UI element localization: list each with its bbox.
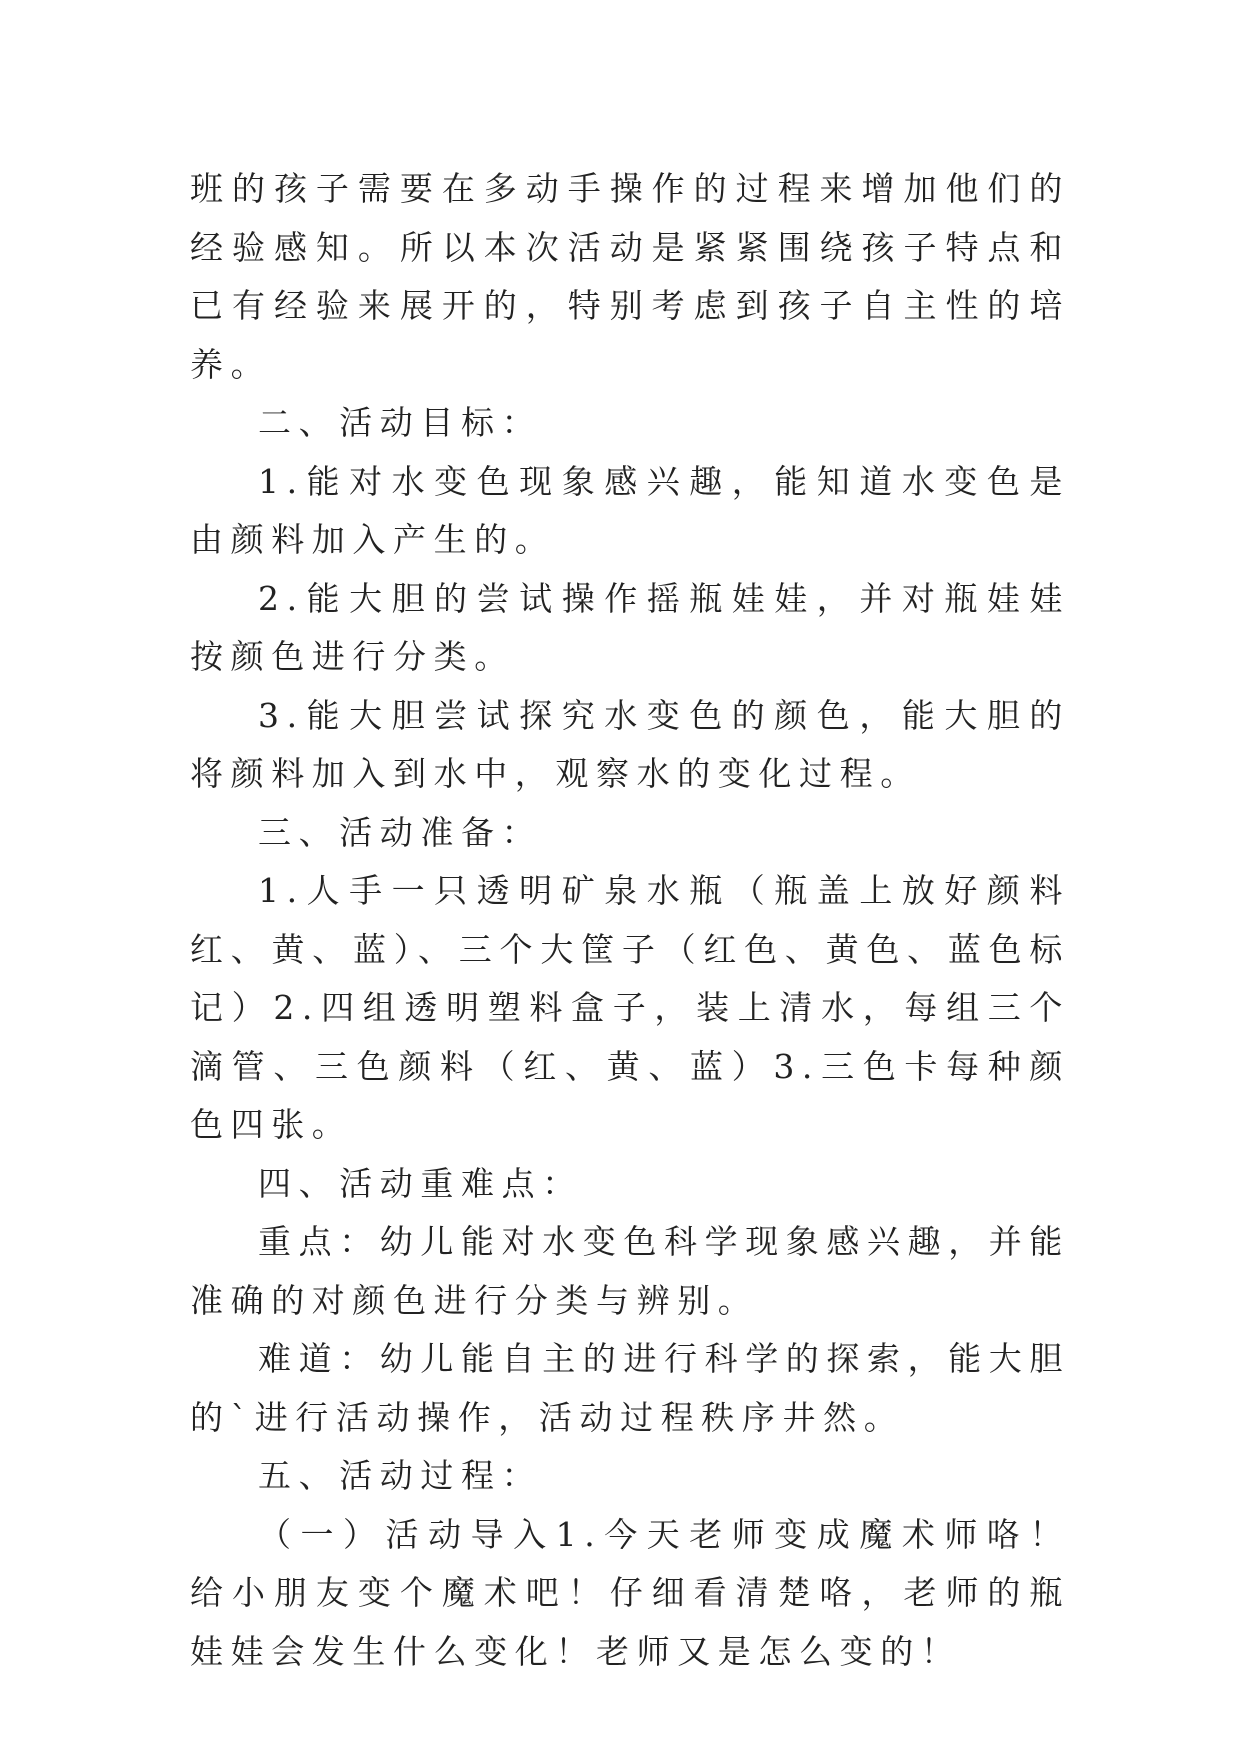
document-body: [190, 160, 1070, 1681]
heading-activity-preparation: 三、活动准备：: [258, 812, 543, 852]
goal-item-1: 1.能对水变色现象感兴趣，能知道水变色是由颜料加入产生的。: [190, 461, 1070, 559]
preparation-list: 1.人手一只透明矿泉水瓶（瓶盖上放好颜料红、黄、蓝）、三个大筐子（红色、黄色、蓝色标记）2.四组透明塑料盒子，装上清水，每组三个滴管、三色颜料（红、黄、蓝）3.三色卡每种颜色四张。: [190, 871, 1070, 1144]
paragraph-intro: 班的孩子需要在多动手操作的过程来增加他们的经验感知。所以本次活动是紧紧围绕孩子特点和已有经验来展开的，特别考虑到孩子自主性的培养。: [190, 169, 1070, 384]
goal-item-2: 2.能大胆的尝试操作摇瓶娃娃，并对瓶娃娃按颜色进行分类。: [190, 578, 1070, 676]
key-point-paragraph: 重点：幼儿能对水变色科学现象感兴趣，并能准确的对颜色进行分类与辨别。: [190, 1222, 1070, 1320]
goal-item-3: 3.能大胆尝试探究水变色的颜色，能大胆的将颜料加入到水中，观察水的变化过程。: [190, 695, 1070, 793]
heading-activity-goals: 二、活动目标：: [258, 403, 543, 442]
heading-activity-process: 五、活动过程：: [258, 1456, 543, 1495]
difficulty-paragraph: 难道：幼儿能自主的进行科学的探索，能大胆的`进行活动操作，活动过程秩序井然。: [190, 1339, 1070, 1437]
process-intro-paragraph: （一）活动导入1.今天老师变成魔术师咯！给小朋友变个魔术吧！仔细看清楚咯，老师的瓶娃娃会发生什么变化！老师又是怎么变的！: [190, 1514, 1070, 1671]
heading-key-points: 四、活动重难点：: [258, 1163, 583, 1203]
